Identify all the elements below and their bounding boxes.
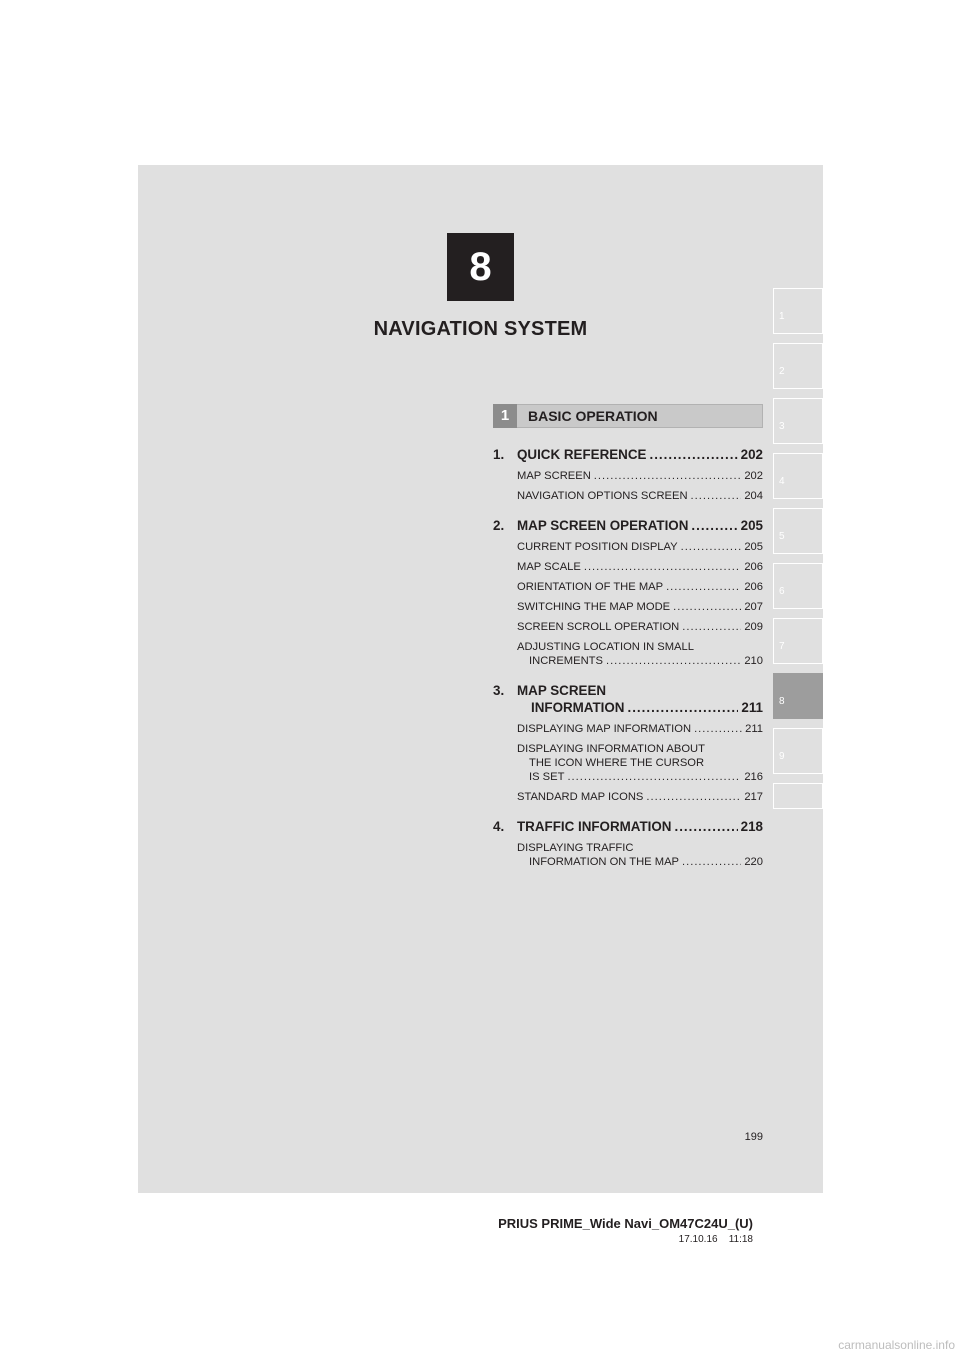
toc-sub-page: 206	[744, 561, 763, 573]
toc-main-entry[interactable]	[493, 517, 763, 534]
toc-sub-entry[interactable]	[493, 580, 763, 594]
toc-sub-page: 206	[744, 581, 763, 593]
section-title: BASIC OPERATION	[528, 408, 658, 424]
dot-leader	[682, 855, 741, 869]
toc-sub-title: DISPLAYING INFORMATION ABOUT	[517, 743, 705, 755]
toc-entry-number: 3.	[493, 683, 505, 698]
toc-sub-page: 216	[744, 771, 763, 783]
dot-leader	[649, 446, 737, 463]
table-of-contents	[493, 446, 763, 869]
dot-leader	[666, 580, 741, 594]
toc-entry-number: 1.	[493, 447, 505, 462]
dot-leader	[691, 517, 737, 534]
toc-sub-entry[interactable]	[493, 600, 763, 614]
toc-sub-page: 202	[744, 470, 763, 482]
toc-entry-title: INFORMATION	[531, 700, 625, 715]
toc-sub-title: IS SET	[529, 771, 565, 783]
watermark: carmanualsonline.info	[838, 1338, 955, 1352]
dot-leader	[691, 489, 742, 503]
chapter-number-box: 8	[447, 233, 514, 301]
toc-entry-page: 202	[740, 447, 763, 462]
toc-sub-entry[interactable]	[493, 560, 763, 574]
toc-sub-entry[interactable]	[493, 489, 763, 503]
toc-sub-page: 220	[744, 856, 763, 868]
toc-sub-page: 209	[744, 621, 763, 633]
toc-entry-page: 218	[740, 819, 763, 834]
dot-leader	[674, 818, 737, 835]
chapter-title: NAVIGATION SYSTEM	[373, 318, 588, 340]
chapter-tab-3[interactable]: 3	[773, 398, 823, 444]
dot-leader	[694, 722, 742, 736]
toc-sub-title: SWITCHING THE MAP MODE	[517, 601, 671, 613]
toc-sub-title: ORIENTATION OF THE MAP	[517, 581, 664, 593]
toc-entry-number: 4.	[493, 819, 505, 834]
section-header	[493, 404, 763, 428]
dot-leader	[627, 699, 738, 716]
footer-title: PRIUS PRIME_Wide Navi_OM47C24U_(U)	[498, 1216, 753, 1231]
toc-sub-page: 207	[744, 601, 763, 613]
toc-sub-title: CURRENT POSITION DISPLAY	[517, 541, 678, 553]
toc-sub-entry[interactable]	[493, 640, 763, 668]
dot-leader	[681, 540, 742, 554]
toc-sub-title: STANDARD MAP ICONS	[517, 791, 644, 803]
chapter-tab-2[interactable]: 2	[773, 343, 823, 389]
toc-sub-page: 205	[744, 541, 763, 553]
dot-leader	[567, 770, 741, 784]
toc-sub-title: DISPLAYING TRAFFIC	[517, 842, 634, 854]
toc-entry-title: TRAFFIC INFORMATION	[517, 819, 672, 834]
footer-date	[600, 1234, 753, 1245]
toc-sub-entry[interactable]	[493, 790, 763, 804]
chapter-tab-7[interactable]: 7	[773, 618, 823, 664]
toc-entry-title: QUICK REFERENCE	[517, 447, 647, 462]
dot-leader	[646, 790, 741, 804]
toc-sub-page: 211	[745, 723, 763, 735]
chapter-tab-blank[interactable]	[773, 783, 823, 809]
toc-entry-number: 2.	[493, 518, 505, 533]
toc-sub-page: 217	[744, 791, 763, 803]
toc-main-entry[interactable]	[493, 682, 763, 716]
toc-sub-page: 210	[744, 655, 763, 667]
page-number: 199	[744, 1131, 763, 1143]
chapter-tab-6[interactable]: 6	[773, 563, 823, 609]
dot-leader	[594, 469, 742, 483]
section-number-badge: 1	[493, 404, 517, 428]
toc-sub-title: ADJUSTING LOCATION IN SMALL	[517, 641, 694, 653]
toc-entry-title: MAP SCREEN OPERATION	[517, 518, 689, 533]
toc-sub-entry[interactable]	[493, 841, 763, 869]
toc-sub-entry[interactable]	[493, 742, 763, 784]
chapter-tab-8[interactable]: 8	[773, 673, 823, 719]
dot-leader	[606, 654, 741, 668]
toc-sub-title: MAP SCREEN	[517, 470, 591, 482]
dot-leader	[682, 620, 741, 634]
toc-entry-page: 211	[741, 700, 763, 715]
toc-sub-entry[interactable]	[493, 540, 763, 554]
toc-sub-page: 204	[744, 490, 763, 502]
toc-main-entry[interactable]	[493, 446, 763, 463]
chapter-tab-1[interactable]: 1	[773, 288, 823, 334]
toc-main-entry[interactable]	[493, 818, 763, 835]
toc-sub-entry[interactable]	[493, 469, 763, 483]
chapter-tab-9[interactable]: 9	[773, 728, 823, 774]
dot-leader	[584, 560, 741, 574]
toc-entry-page: 205	[740, 518, 763, 533]
toc-sub-entry[interactable]	[493, 620, 763, 634]
dot-leader	[673, 600, 741, 614]
toc-entry-title: MAP SCREEN	[517, 683, 607, 698]
footer-time-value: 11:18	[728, 1234, 753, 1245]
footer-date-value: 17.10.16	[678, 1234, 718, 1245]
toc-sub-title: SCREEN SCROLL OPERATION	[517, 621, 680, 633]
toc-sub-title: DISPLAYING MAP INFORMATION	[517, 723, 692, 735]
toc-sub-title: NAVIGATION OPTIONS SCREEN	[517, 490, 688, 502]
toc-sub-title: THE ICON WHERE THE CURSOR	[529, 757, 705, 769]
toc-sub-title: INFORMATION ON THE MAP	[529, 856, 679, 868]
toc-sub-entry[interactable]	[493, 722, 763, 736]
toc-sub-title: INCREMENTS	[529, 655, 603, 667]
chapter-tab-5[interactable]: 5	[773, 508, 823, 554]
toc-sub-title: MAP SCALE	[517, 561, 581, 573]
chapter-tab-4[interactable]: 4	[773, 453, 823, 499]
